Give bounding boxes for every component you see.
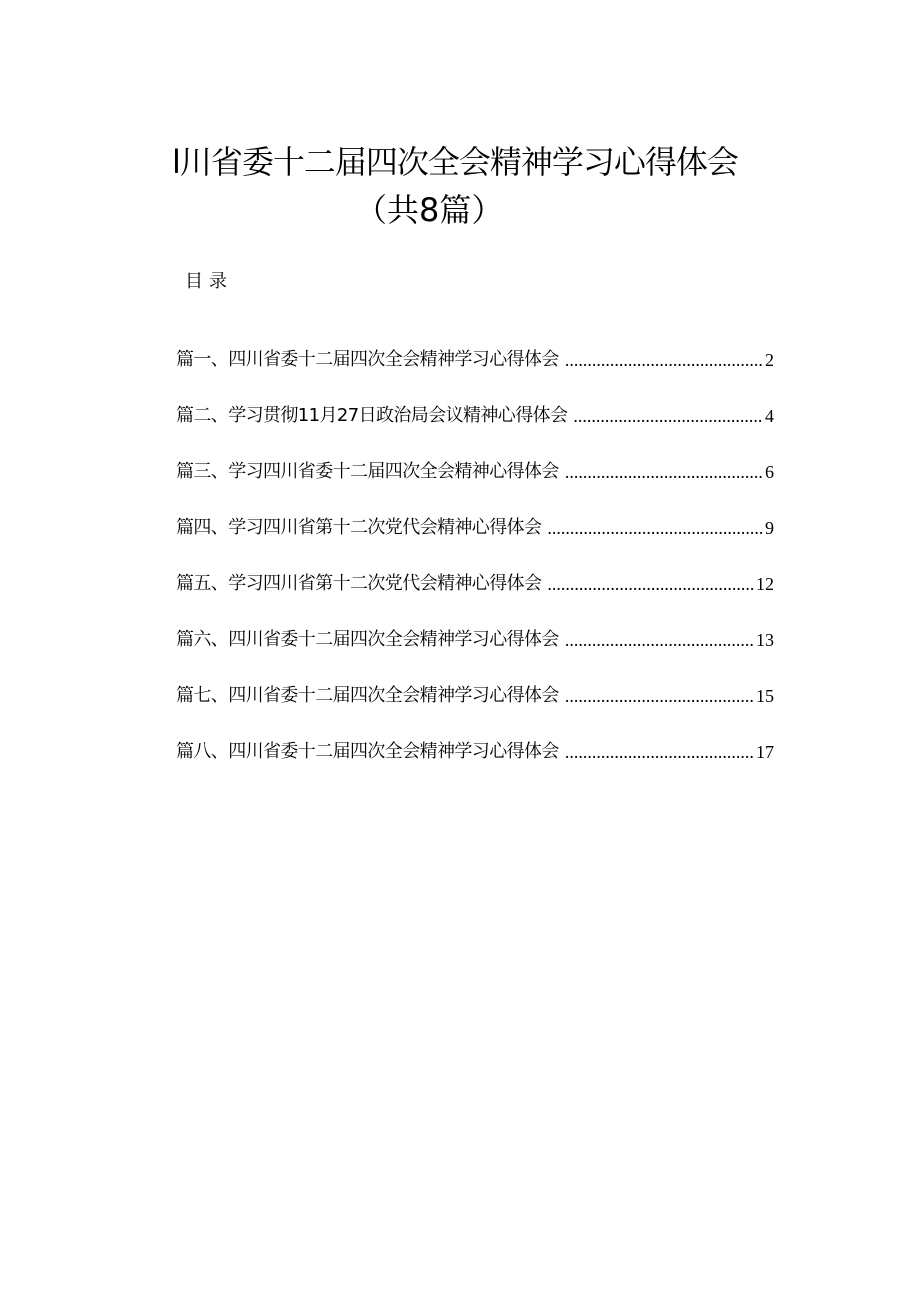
toc-entry-5[interactable] <box>176 544 774 600</box>
toc-page-number: 13 <box>756 630 774 650</box>
toc-entry-8[interactable] <box>176 712 774 768</box>
table-of-contents <box>176 320 774 768</box>
toc-entry-4[interactable] <box>176 488 774 544</box>
toc-entry-label: 篇四、学习四川省第十二次党代会精神心得体会 <box>176 517 542 538</box>
document-subtitle: （共8篇） <box>355 191 504 229</box>
toc-entry-label: 篇二、学习贯彻11月27日政治局会议精神心得体会 <box>176 405 568 426</box>
toc-entry-1[interactable] <box>176 320 774 376</box>
toc-page-number: 6 <box>765 462 774 482</box>
toc-entry-label: 篇六、四川省委十二届四次全会精神学习心得体会 <box>176 629 559 650</box>
toc-page-number: 15 <box>756 686 774 706</box>
toc-entry-label: 篇三、学习四川省委十二届四次全会精神心得体会 <box>176 461 559 482</box>
toc-entry-label: 篇八、四川省委十二届四次全会精神学习心得体会 <box>176 741 559 762</box>
toc-dot-leader <box>547 512 763 544</box>
toc-entry-label: 篇七、四川省委十二届四次全会精神学习心得体会 <box>176 685 559 706</box>
toc-page-number: 17 <box>756 742 774 762</box>
toc-page-number: 9 <box>765 518 774 538</box>
toc-page-number: 4 <box>765 406 774 426</box>
toc-dot-leader <box>565 736 754 768</box>
toc-entry-3[interactable] <box>176 432 774 488</box>
toc-dot-leader <box>547 568 754 600</box>
toc-dot-leader <box>565 680 754 712</box>
toc-entry-label: 篇一、四川省委十二届四次全会精神学习心得体会 <box>176 349 559 370</box>
toc-dot-leader <box>565 624 754 656</box>
toc-entry-7[interactable] <box>176 656 774 712</box>
toc-entry-label: 篇五、学习四川省第十二次党代会精神心得体会 <box>176 573 542 594</box>
document-title: l川省委十二届四次全会精神学习心得体会 <box>172 143 738 181</box>
toc-heading: 目录 <box>185 271 233 292</box>
toc-page-number: 12 <box>756 574 774 594</box>
toc-entry-6[interactable] <box>176 600 774 656</box>
toc-dot-leader <box>565 456 763 488</box>
toc-entry-2[interactable] <box>176 376 774 432</box>
toc-page-number: 2 <box>765 350 774 370</box>
toc-dot-leader <box>573 400 763 432</box>
toc-dot-leader <box>565 344 763 376</box>
